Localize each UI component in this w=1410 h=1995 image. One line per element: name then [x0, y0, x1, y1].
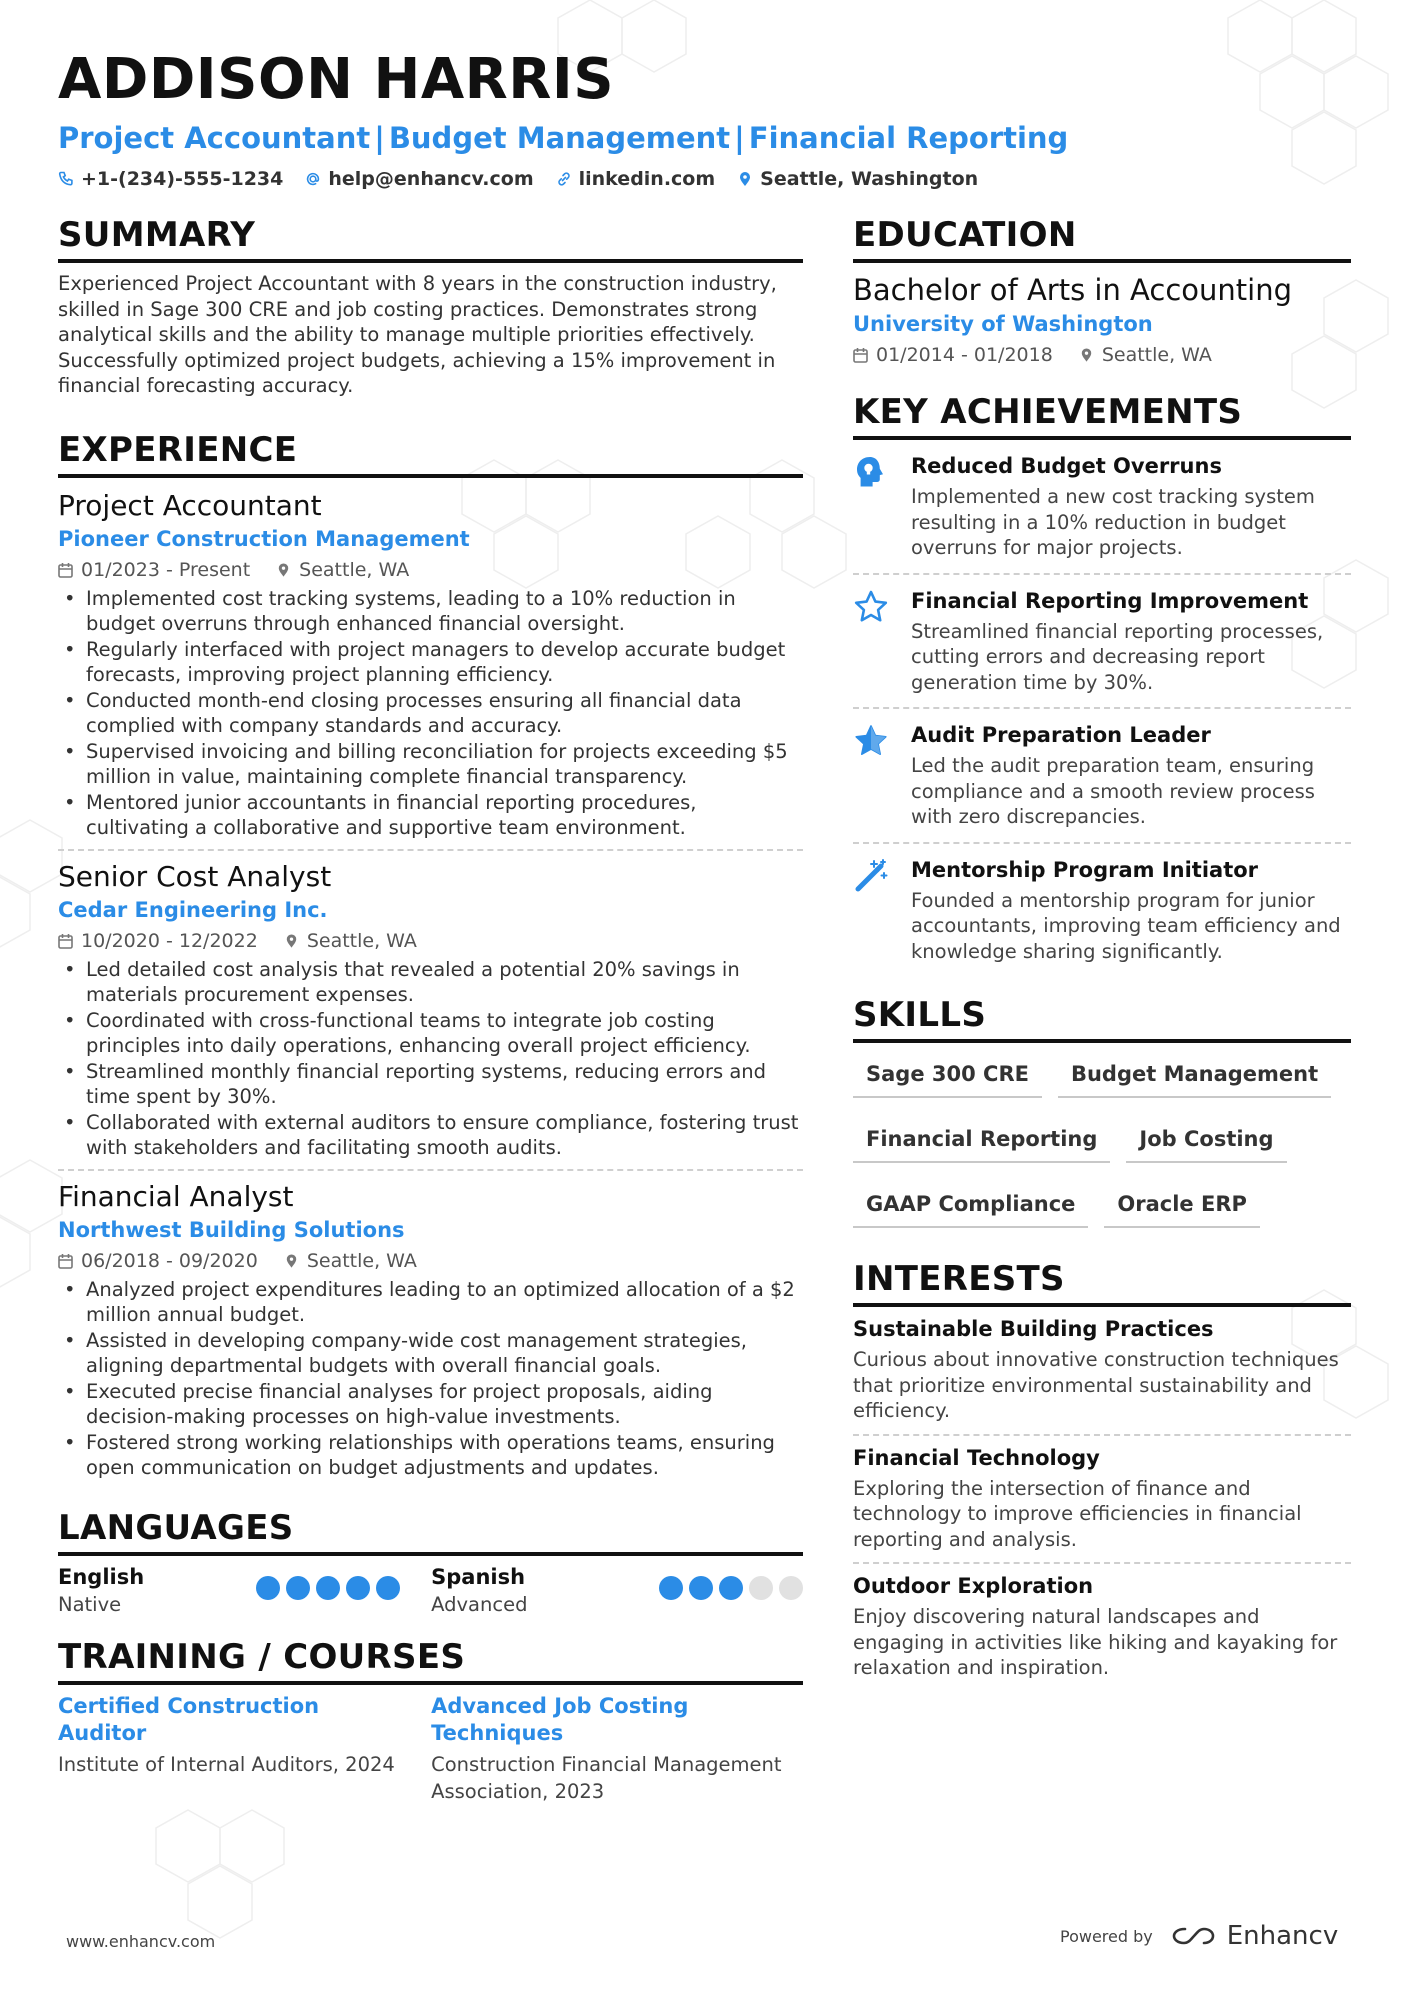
rating-dot-empty [779, 1576, 803, 1600]
bullet-item: • Supervised invoicing and billing reconciliation for projects exceeding $5 million in value, maintaining complete financial transparency. [58, 739, 803, 790]
bullet-item: • Assisted in developing company-wide cost management strategies, aligning departmental budgets with overall financial goals. [58, 1328, 803, 1379]
language-level: Native [58, 1592, 122, 1616]
skill-tag: Oracle ERP [1104, 1187, 1260, 1228]
interest-desc: Exploring the intersection of finance and technology to improve efficiencies in financial reporting and analysis. [853, 1476, 1302, 1551]
job-bullets [58, 1277, 803, 1481]
summary-text: Experienced Project Accountant with 8 years in the construction industry, skilled in Sage 300 CRE and job costing practices. Demonstrates strong analytical skills and the ability to manage multiple priorities effectively. Successfully optimized project budgets, achieving a 15% improvement in financial forecasting accuracy. [58, 272, 777, 398]
education-location: Seattle, WA [1101, 344, 1212, 366]
course-title: Advanced Job Costing Techniques [431, 1693, 689, 1745]
skill-tag: Financial Reporting [853, 1122, 1110, 1163]
education-dates: 01/2014 - 01/2018 [876, 344, 1053, 366]
skills-section [853, 994, 1351, 1228]
left-column [58, 214, 803, 1805]
skill-tag: Budget Management [1058, 1057, 1331, 1098]
skill-tag: Job Costing [1126, 1122, 1286, 1163]
rating-dot-filled [659, 1576, 683, 1600]
calendar-icon [58, 562, 73, 578]
calendar-icon [58, 933, 73, 949]
location-pin-icon [737, 171, 753, 187]
linkedin-text: linkedin.com [578, 168, 716, 190]
job-dates: 10/2020 - 12/2022 [81, 929, 258, 952]
section-title: SUMMARY [58, 214, 803, 263]
experience-entry [58, 849, 803, 1161]
job-bullets [58, 586, 803, 841]
phone-text: +1-(234)-555-1234 [81, 168, 284, 190]
interest-title: Sustainable Building Practices [853, 1317, 1214, 1341]
education-section [853, 214, 1351, 369]
location-pin-icon [1079, 347, 1094, 363]
contact-bar [58, 168, 1358, 190]
degree: Bachelor of Arts in Accounting [853, 273, 1292, 307]
interest-desc: Enjoy discovering natural landscapes and engaging in activities like hiking and kayaking for relaxation and inspiration. [853, 1605, 1338, 1679]
headline-separator: | [734, 121, 745, 155]
bullet-item: • Streamlined monthly financial reporting systems, reducing errors and time spent by 30%. [58, 1059, 803, 1110]
magic-wand-icon [853, 858, 889, 894]
rating-dot-filled [316, 1576, 340, 1600]
headline-item: Project Accountant [58, 121, 371, 155]
bullet-item: • Fostered strong working relationships with operations teams, ensuring open communication on budget adjustments and updates. [58, 1430, 803, 1481]
achievement-desc: Founded a mentorship program for junior accountants, improving team efficiency and knowledge sharing significantly. [911, 888, 1341, 963]
at-icon [305, 171, 321, 187]
link-icon [556, 171, 572, 187]
achievement-item [853, 440, 1351, 573]
bullet-item: • Conducted month-end closing processes ensuring all financial data complied with company standards and accuracy. [58, 688, 803, 739]
language-item [431, 1564, 803, 1618]
email-text: help@enhancv.com [328, 168, 534, 190]
job-title: Financial Analyst [58, 1179, 294, 1213]
summary-section [58, 214, 803, 399]
section-title: INTERESTS [853, 1258, 1351, 1307]
job-title: Senior Cost Analyst [58, 859, 332, 893]
experience-section [58, 429, 803, 1481]
education-meta [853, 341, 1351, 369]
bullet-item: • Collaborated with external auditors to ensure compliance, fostering trust with stakeholders and facilitating smooth audits. [58, 1110, 803, 1161]
footer-branding [1060, 1921, 1338, 1951]
interest-title: Outdoor Exploration [853, 1574, 1094, 1598]
resume-header [58, 46, 1358, 190]
company-name: Pioneer Construction Management [58, 526, 470, 551]
course-org: Institute of Internal Auditors, 2024 [58, 1752, 395, 1776]
bullet-item: • Analyzed project expenditures leading to an optimized allocation of a $2 million annual budget. [58, 1277, 803, 1328]
language-item [58, 1564, 400, 1618]
job-dates: 06/2018 - 09/2020 [81, 1249, 258, 1272]
company-name: Northwest Building Solutions [58, 1217, 405, 1242]
headline [58, 120, 1358, 156]
contact-email[interactable] [305, 168, 533, 190]
contact-phone[interactable] [58, 168, 283, 190]
rating-dot-filled [286, 1576, 310, 1600]
rating-dot-filled [346, 1576, 370, 1600]
powered-by-label: Powered by [1060, 1926, 1153, 1946]
languages-section [58, 1507, 803, 1618]
skills-list [853, 1057, 1343, 1228]
enhancv-logo-icon [1171, 1924, 1217, 1948]
star-filled-icon [853, 723, 889, 759]
experience-entry [58, 1169, 803, 1481]
achievement-title: Mentorship Program Initiator [911, 857, 1259, 882]
location-text: Seattle, Washington [760, 168, 979, 190]
language-name: English [58, 1564, 145, 1589]
job-bullets [58, 957, 803, 1161]
candidate-name: ADDISON HARRIS [58, 47, 615, 112]
job-dates: 01/2023 - Present [81, 558, 251, 581]
bullet-item: • Regularly interfaced with project managers to develop accurate budget forecasts, improving project planning efficiency. [58, 637, 803, 688]
enhancv-logo[interactable] [1171, 1921, 1338, 1951]
rating-dot-filled [719, 1576, 743, 1600]
brand-name: Enhancv [1226, 1921, 1339, 1951]
course-item [58, 1693, 400, 1805]
achievement-item [853, 842, 1351, 977]
headline-item: Financial Reporting [748, 121, 1069, 155]
headline-separator: | [374, 121, 385, 155]
job-location: Seattle, WA [306, 1249, 417, 1272]
language-level: Advanced [431, 1592, 528, 1616]
achievement-desc: Implemented a new cost tracking system resulting in a 10% reduction in budget overruns for major projects. [911, 485, 1315, 559]
achievement-title: Audit Preparation Leader [911, 723, 1211, 747]
head-idea-icon [853, 454, 889, 490]
interests-section [853, 1258, 1351, 1691]
phone-icon [58, 171, 74, 187]
achievement-item [853, 707, 1351, 842]
interest-title: Financial Technology [853, 1445, 1100, 1470]
rating-dot-filled [376, 1576, 400, 1600]
footer-website[interactable]: www.enhancv.com [66, 1932, 216, 1951]
bullet-item: • Executed precise financial analyses for project proposals, aiding decision-making processes on high-value investments. [58, 1379, 803, 1430]
interest-desc: Curious about innovative construction techniques that prioritize environmental sustainability and efficiency. [853, 1348, 1339, 1422]
training-section [58, 1636, 803, 1805]
course-title: Certified Construction Auditor [58, 1693, 320, 1745]
interest-item [853, 1562, 1351, 1691]
job-location: Seattle, WA [306, 929, 417, 952]
star-outline-icon [853, 589, 889, 625]
rating-dot-empty [749, 1576, 773, 1600]
company-name: Cedar Engineering Inc. [58, 897, 328, 922]
skill-tag: Sage 300 CRE [853, 1057, 1042, 1098]
section-title: EXPERIENCE [58, 429, 803, 478]
bullet-item: • Led detailed cost analysis that revealed a potential 20% savings in materials procurement expenses. [58, 957, 803, 1008]
section-title: KEY ACHIEVEMENTS [853, 391, 1351, 440]
achievements-section [853, 391, 1351, 976]
job-title: Project Accountant [58, 488, 322, 522]
location-pin-icon [284, 1253, 299, 1269]
rating-dot-filled [256, 1576, 280, 1600]
school-name: University of Washington [853, 312, 1153, 336]
interest-item [853, 1307, 1351, 1434]
experience-entry [58, 488, 803, 841]
section-title: TRAINING / COURSES [58, 1636, 803, 1685]
job-meta [58, 1247, 803, 1275]
course-org: Construction Financial Management Association, 2023 [431, 1752, 782, 1803]
interest-item [853, 1434, 1351, 1563]
headline-item: Budget Management [388, 121, 731, 155]
achievement-title: Reduced Budget Overruns [911, 454, 1222, 478]
calendar-icon [58, 1253, 73, 1269]
bullet-item: • Coordinated with cross-functional teams to integrate job costing principles into daily operations, enhancing overall project efficiency. [58, 1008, 803, 1059]
calendar-icon [853, 347, 868, 363]
contact-location [737, 168, 978, 190]
bullet-item: • Mentored junior accountants in financial reporting procedures, cultivating a collaborative and supportive team environment. [58, 790, 803, 841]
section-title: SKILLS [853, 994, 1351, 1043]
section-title: EDUCATION [853, 214, 1351, 263]
contact-linkedin[interactable] [556, 168, 716, 190]
job-location: Seattle, WA [299, 558, 410, 581]
rating-dot-filled [689, 1576, 713, 1600]
achievement-desc: Streamlined financial reporting processes, cutting errors and decreasing report generation time by 30%. [911, 619, 1324, 694]
achievement-desc: Led the audit preparation team, ensuring compliance and a smooth review process with zero discrepancies. [911, 754, 1315, 828]
skill-tag: GAAP Compliance [853, 1187, 1088, 1228]
section-title: LANGUAGES [58, 1507, 803, 1556]
right-column [853, 214, 1351, 1691]
job-meta [58, 556, 803, 584]
bullet-item: • Implemented cost tracking systems, leading to a 10% reduction in budget overruns through enhanced financial oversight. [58, 586, 803, 637]
achievement-item [853, 573, 1351, 708]
language-rating [659, 1576, 803, 1618]
location-pin-icon [284, 933, 299, 949]
language-rating [256, 1576, 400, 1618]
location-pin-icon [276, 562, 291, 578]
achievement-title: Financial Reporting Improvement [911, 588, 1309, 613]
job-meta [58, 927, 803, 955]
language-name: Spanish [431, 1564, 526, 1589]
course-item [431, 1693, 803, 1805]
